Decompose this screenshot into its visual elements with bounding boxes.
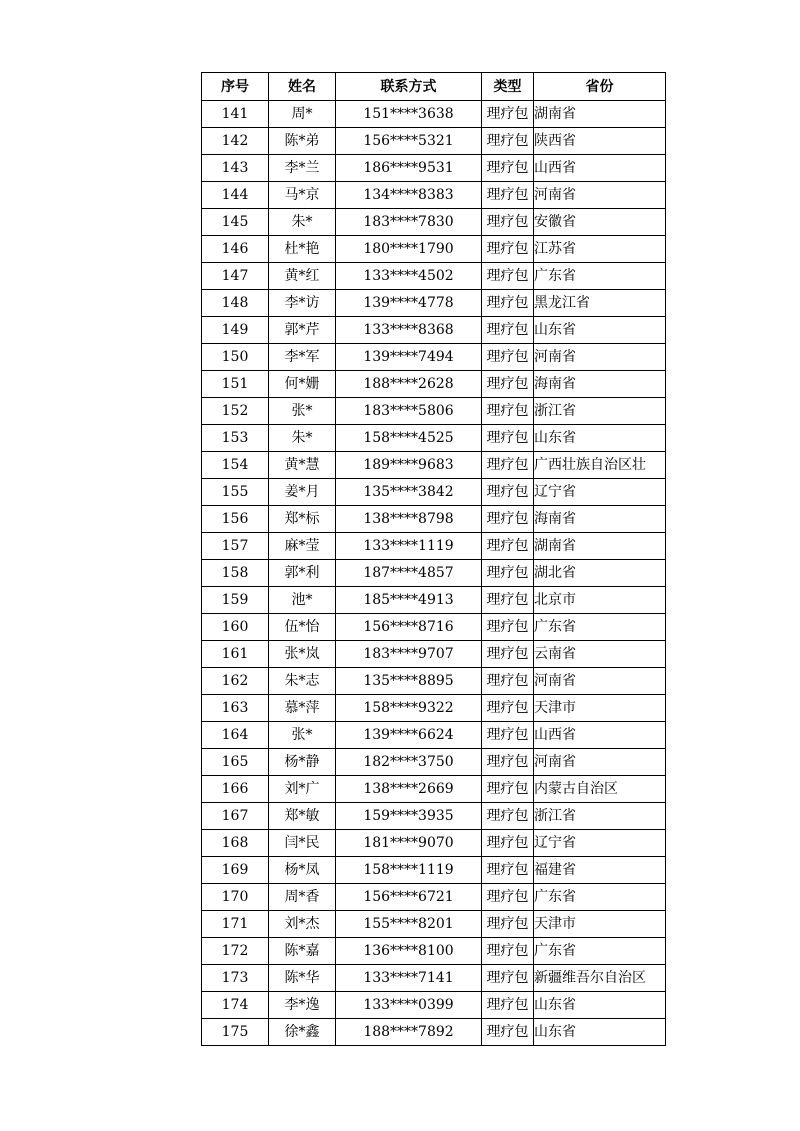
row-index: 162: [202, 668, 269, 695]
row-type: 理疗包: [482, 668, 534, 695]
row-province: 黑龙江省: [534, 290, 666, 317]
row-index: 154: [202, 452, 269, 479]
header-row: [202, 73, 666, 101]
row-contact: 156****5321: [336, 128, 482, 155]
table-row: [202, 992, 666, 1019]
row-index: 143: [202, 155, 269, 182]
table-row: [202, 101, 666, 128]
row-index: 163: [202, 695, 269, 722]
row-index: 147: [202, 263, 269, 290]
row-province: 辽宁省: [534, 479, 666, 506]
row-index: 145: [202, 209, 269, 236]
row-province: 辽宁省: [534, 830, 666, 857]
table-row: [202, 371, 666, 398]
row-contact: 159****3935: [336, 803, 482, 830]
row-index: 152: [202, 398, 269, 425]
row-name: 麻*莹: [269, 533, 336, 560]
row-province: 河南省: [534, 182, 666, 209]
table-row: [202, 317, 666, 344]
row-contact: 133****1119: [336, 533, 482, 560]
row-type: 理疗包: [482, 695, 534, 722]
row-province: 新疆维吾尔自治区: [534, 965, 666, 992]
row-name: 郭*利: [269, 560, 336, 587]
row-type: 理疗包: [482, 965, 534, 992]
row-province: 山东省: [534, 1019, 666, 1046]
row-contact: 133****0399: [336, 992, 482, 1019]
row-contact: 151****3638: [336, 101, 482, 128]
row-province: 山东省: [534, 425, 666, 452]
row-index: 144: [202, 182, 269, 209]
table-row: [202, 425, 666, 452]
table-row: [202, 209, 666, 236]
row-type: 理疗包: [482, 857, 534, 884]
row-type: 理疗包: [482, 425, 534, 452]
row-contact: 139****7494: [336, 344, 482, 371]
row-province: 陕西省: [534, 128, 666, 155]
row-type: 理疗包: [482, 155, 534, 182]
row-province: 广东省: [534, 263, 666, 290]
row-type: 理疗包: [482, 290, 534, 317]
row-name: 刘*杰: [269, 911, 336, 938]
table-row: [202, 722, 666, 749]
table-row: [202, 938, 666, 965]
row-name: 马*京: [269, 182, 336, 209]
row-index: 153: [202, 425, 269, 452]
row-index: 157: [202, 533, 269, 560]
row-province: 海南省: [534, 371, 666, 398]
table-row: [202, 668, 666, 695]
row-province: 浙江省: [534, 803, 666, 830]
row-index: 151: [202, 371, 269, 398]
table-row: [202, 614, 666, 641]
row-contact: 188****7892: [336, 1019, 482, 1046]
row-index: 169: [202, 857, 269, 884]
row-province: 湖南省: [534, 101, 666, 128]
row-contact: 133****7141: [336, 965, 482, 992]
row-index: 170: [202, 884, 269, 911]
row-province: 山西省: [534, 155, 666, 182]
row-type: 理疗包: [482, 803, 534, 830]
header-type: 类型: [482, 73, 534, 101]
row-index: 174: [202, 992, 269, 1019]
row-province: 江苏省: [534, 236, 666, 263]
row-name: 陈*嘉: [269, 938, 336, 965]
row-type: 理疗包: [482, 344, 534, 371]
table-row: [202, 776, 666, 803]
table-header: [202, 73, 666, 101]
row-type: 理疗包: [482, 236, 534, 263]
row-name: 李*访: [269, 290, 336, 317]
row-province: 广东省: [534, 884, 666, 911]
header-contact: 联系方式: [336, 73, 482, 101]
row-name: 黄*慧: [269, 452, 336, 479]
row-type: 理疗包: [482, 992, 534, 1019]
row-contact: 139****4778: [336, 290, 482, 317]
row-province: 河南省: [534, 668, 666, 695]
row-contact: 135****3842: [336, 479, 482, 506]
row-province: 广东省: [534, 614, 666, 641]
row-province: 福建省: [534, 857, 666, 884]
row-name: 黄*红: [269, 263, 336, 290]
table-row: [202, 398, 666, 425]
table-row: [202, 479, 666, 506]
row-type: 理疗包: [482, 317, 534, 344]
row-name: 李*兰: [269, 155, 336, 182]
row-index: 173: [202, 965, 269, 992]
row-index: 159: [202, 587, 269, 614]
row-name: 朱*: [269, 209, 336, 236]
row-contact: 187****4857: [336, 560, 482, 587]
row-province: 山西省: [534, 722, 666, 749]
row-name: 李*军: [269, 344, 336, 371]
row-type: 理疗包: [482, 182, 534, 209]
row-contact: 155****8201: [336, 911, 482, 938]
row-province: 天津市: [534, 911, 666, 938]
row-name: 郑*敏: [269, 803, 336, 830]
row-contact: 180****1790: [336, 236, 482, 263]
row-province: 广西壮族自治区壮: [534, 452, 666, 479]
row-contact: 183****5806: [336, 398, 482, 425]
row-province: 北京市: [534, 587, 666, 614]
row-index: 155: [202, 479, 269, 506]
row-contact: 135****8895: [336, 668, 482, 695]
row-province: 云南省: [534, 641, 666, 668]
row-name: 慕*萍: [269, 695, 336, 722]
row-type: 理疗包: [482, 587, 534, 614]
row-contact: 156****6721: [336, 884, 482, 911]
row-contact: 133****8368: [336, 317, 482, 344]
row-contact: 188****2628: [336, 371, 482, 398]
row-type: 理疗包: [482, 128, 534, 155]
table-row: [202, 803, 666, 830]
row-name: 郑*标: [269, 506, 336, 533]
row-index: 160: [202, 614, 269, 641]
table-row: [202, 236, 666, 263]
row-index: 156: [202, 506, 269, 533]
row-index: 172: [202, 938, 269, 965]
row-type: 理疗包: [482, 560, 534, 587]
row-index: 165: [202, 749, 269, 776]
row-index: 150: [202, 344, 269, 371]
table-row: [202, 587, 666, 614]
row-type: 理疗包: [482, 722, 534, 749]
row-index: 168: [202, 830, 269, 857]
row-contact: 158****4525: [336, 425, 482, 452]
row-name: 池*: [269, 587, 336, 614]
row-type: 理疗包: [482, 884, 534, 911]
row-index: 149: [202, 317, 269, 344]
row-name: 朱*: [269, 425, 336, 452]
row-index: 164: [202, 722, 269, 749]
table-row: [202, 182, 666, 209]
row-type: 理疗包: [482, 263, 534, 290]
row-name: 闫*民: [269, 830, 336, 857]
table-row: [202, 1019, 666, 1046]
row-contact: 139****6624: [336, 722, 482, 749]
table-row: [202, 641, 666, 668]
row-name: 周*香: [269, 884, 336, 911]
row-name: 张*: [269, 398, 336, 425]
row-name: 朱*志: [269, 668, 336, 695]
row-contact: 186****9531: [336, 155, 482, 182]
row-type: 理疗包: [482, 479, 534, 506]
row-name: 周*: [269, 101, 336, 128]
row-province: 山东省: [534, 992, 666, 1019]
row-type: 理疗包: [482, 533, 534, 560]
row-province: 内蒙古自治区: [534, 776, 666, 803]
row-index: 141: [202, 101, 269, 128]
row-contact: 183****9707: [336, 641, 482, 668]
row-name: 刘*广: [269, 776, 336, 803]
row-province: 山东省: [534, 317, 666, 344]
row-contact: 138****8798: [336, 506, 482, 533]
table-row: [202, 857, 666, 884]
row-type: 理疗包: [482, 911, 534, 938]
row-type: 理疗包: [482, 452, 534, 479]
row-province: 天津市: [534, 695, 666, 722]
row-name: 张*: [269, 722, 336, 749]
row-province: 安徽省: [534, 209, 666, 236]
row-province: 湖南省: [534, 533, 666, 560]
table-row: [202, 290, 666, 317]
row-province: 海南省: [534, 506, 666, 533]
table-body: [202, 101, 666, 1046]
row-type: 理疗包: [482, 776, 534, 803]
row-index: 142: [202, 128, 269, 155]
row-type: 理疗包: [482, 830, 534, 857]
row-name: 陈*弟: [269, 128, 336, 155]
table-row: [202, 128, 666, 155]
row-index: 171: [202, 911, 269, 938]
header-index: 序号: [202, 73, 269, 101]
row-contact: 183****7830: [336, 209, 482, 236]
row-contact: 136****8100: [336, 938, 482, 965]
row-type: 理疗包: [482, 641, 534, 668]
table-row: [202, 911, 666, 938]
table-row: [202, 533, 666, 560]
table-row: [202, 749, 666, 776]
row-type: 理疗包: [482, 938, 534, 965]
row-province: 湖北省: [534, 560, 666, 587]
row-name: 徐*鑫: [269, 1019, 336, 1046]
row-index: 161: [202, 641, 269, 668]
row-contact: 185****4913: [336, 587, 482, 614]
row-type: 理疗包: [482, 749, 534, 776]
row-name: 杨*凤: [269, 857, 336, 884]
row-name: 伍*怡: [269, 614, 336, 641]
row-index: 158: [202, 560, 269, 587]
row-contact: 181****9070: [336, 830, 482, 857]
row-name: 杨*静: [269, 749, 336, 776]
row-type: 理疗包: [482, 614, 534, 641]
row-index: 146: [202, 236, 269, 263]
row-type: 理疗包: [482, 398, 534, 425]
row-name: 姜*月: [269, 479, 336, 506]
table-row: [202, 560, 666, 587]
row-type: 理疗包: [482, 1019, 534, 1046]
row-contact: 138****2669: [336, 776, 482, 803]
row-type: 理疗包: [482, 506, 534, 533]
row-name: 李*逸: [269, 992, 336, 1019]
table-row: [202, 695, 666, 722]
row-name: 何*姗: [269, 371, 336, 398]
row-index: 148: [202, 290, 269, 317]
table-row: [202, 344, 666, 371]
row-index: 167: [202, 803, 269, 830]
table-row: [202, 884, 666, 911]
row-index: 166: [202, 776, 269, 803]
row-type: 理疗包: [482, 371, 534, 398]
row-contact: 158****9322: [336, 695, 482, 722]
table-row: [202, 965, 666, 992]
header-province: 省份: [534, 73, 666, 101]
row-name: 张*岚: [269, 641, 336, 668]
row-contact: 182****3750: [336, 749, 482, 776]
row-name: 郭*芹: [269, 317, 336, 344]
row-province: 浙江省: [534, 398, 666, 425]
table-row: [202, 506, 666, 533]
row-contact: 134****8383: [336, 182, 482, 209]
table-row: [202, 155, 666, 182]
header-name: 姓名: [269, 73, 336, 101]
row-province: 河南省: [534, 344, 666, 371]
row-name: 陈*华: [269, 965, 336, 992]
row-type: 理疗包: [482, 209, 534, 236]
row-province: 河南省: [534, 749, 666, 776]
table-row: [202, 452, 666, 479]
row-contact: 189****9683: [336, 452, 482, 479]
table-row: [202, 830, 666, 857]
roster-table: [201, 72, 666, 1046]
row-contact: 158****1119: [336, 857, 482, 884]
row-name: 杜*艳: [269, 236, 336, 263]
row-contact: 133****4502: [336, 263, 482, 290]
table-row: [202, 263, 666, 290]
row-contact: 156****8716: [336, 614, 482, 641]
row-index: 175: [202, 1019, 269, 1046]
row-province: 广东省: [534, 938, 666, 965]
row-type: 理疗包: [482, 101, 534, 128]
